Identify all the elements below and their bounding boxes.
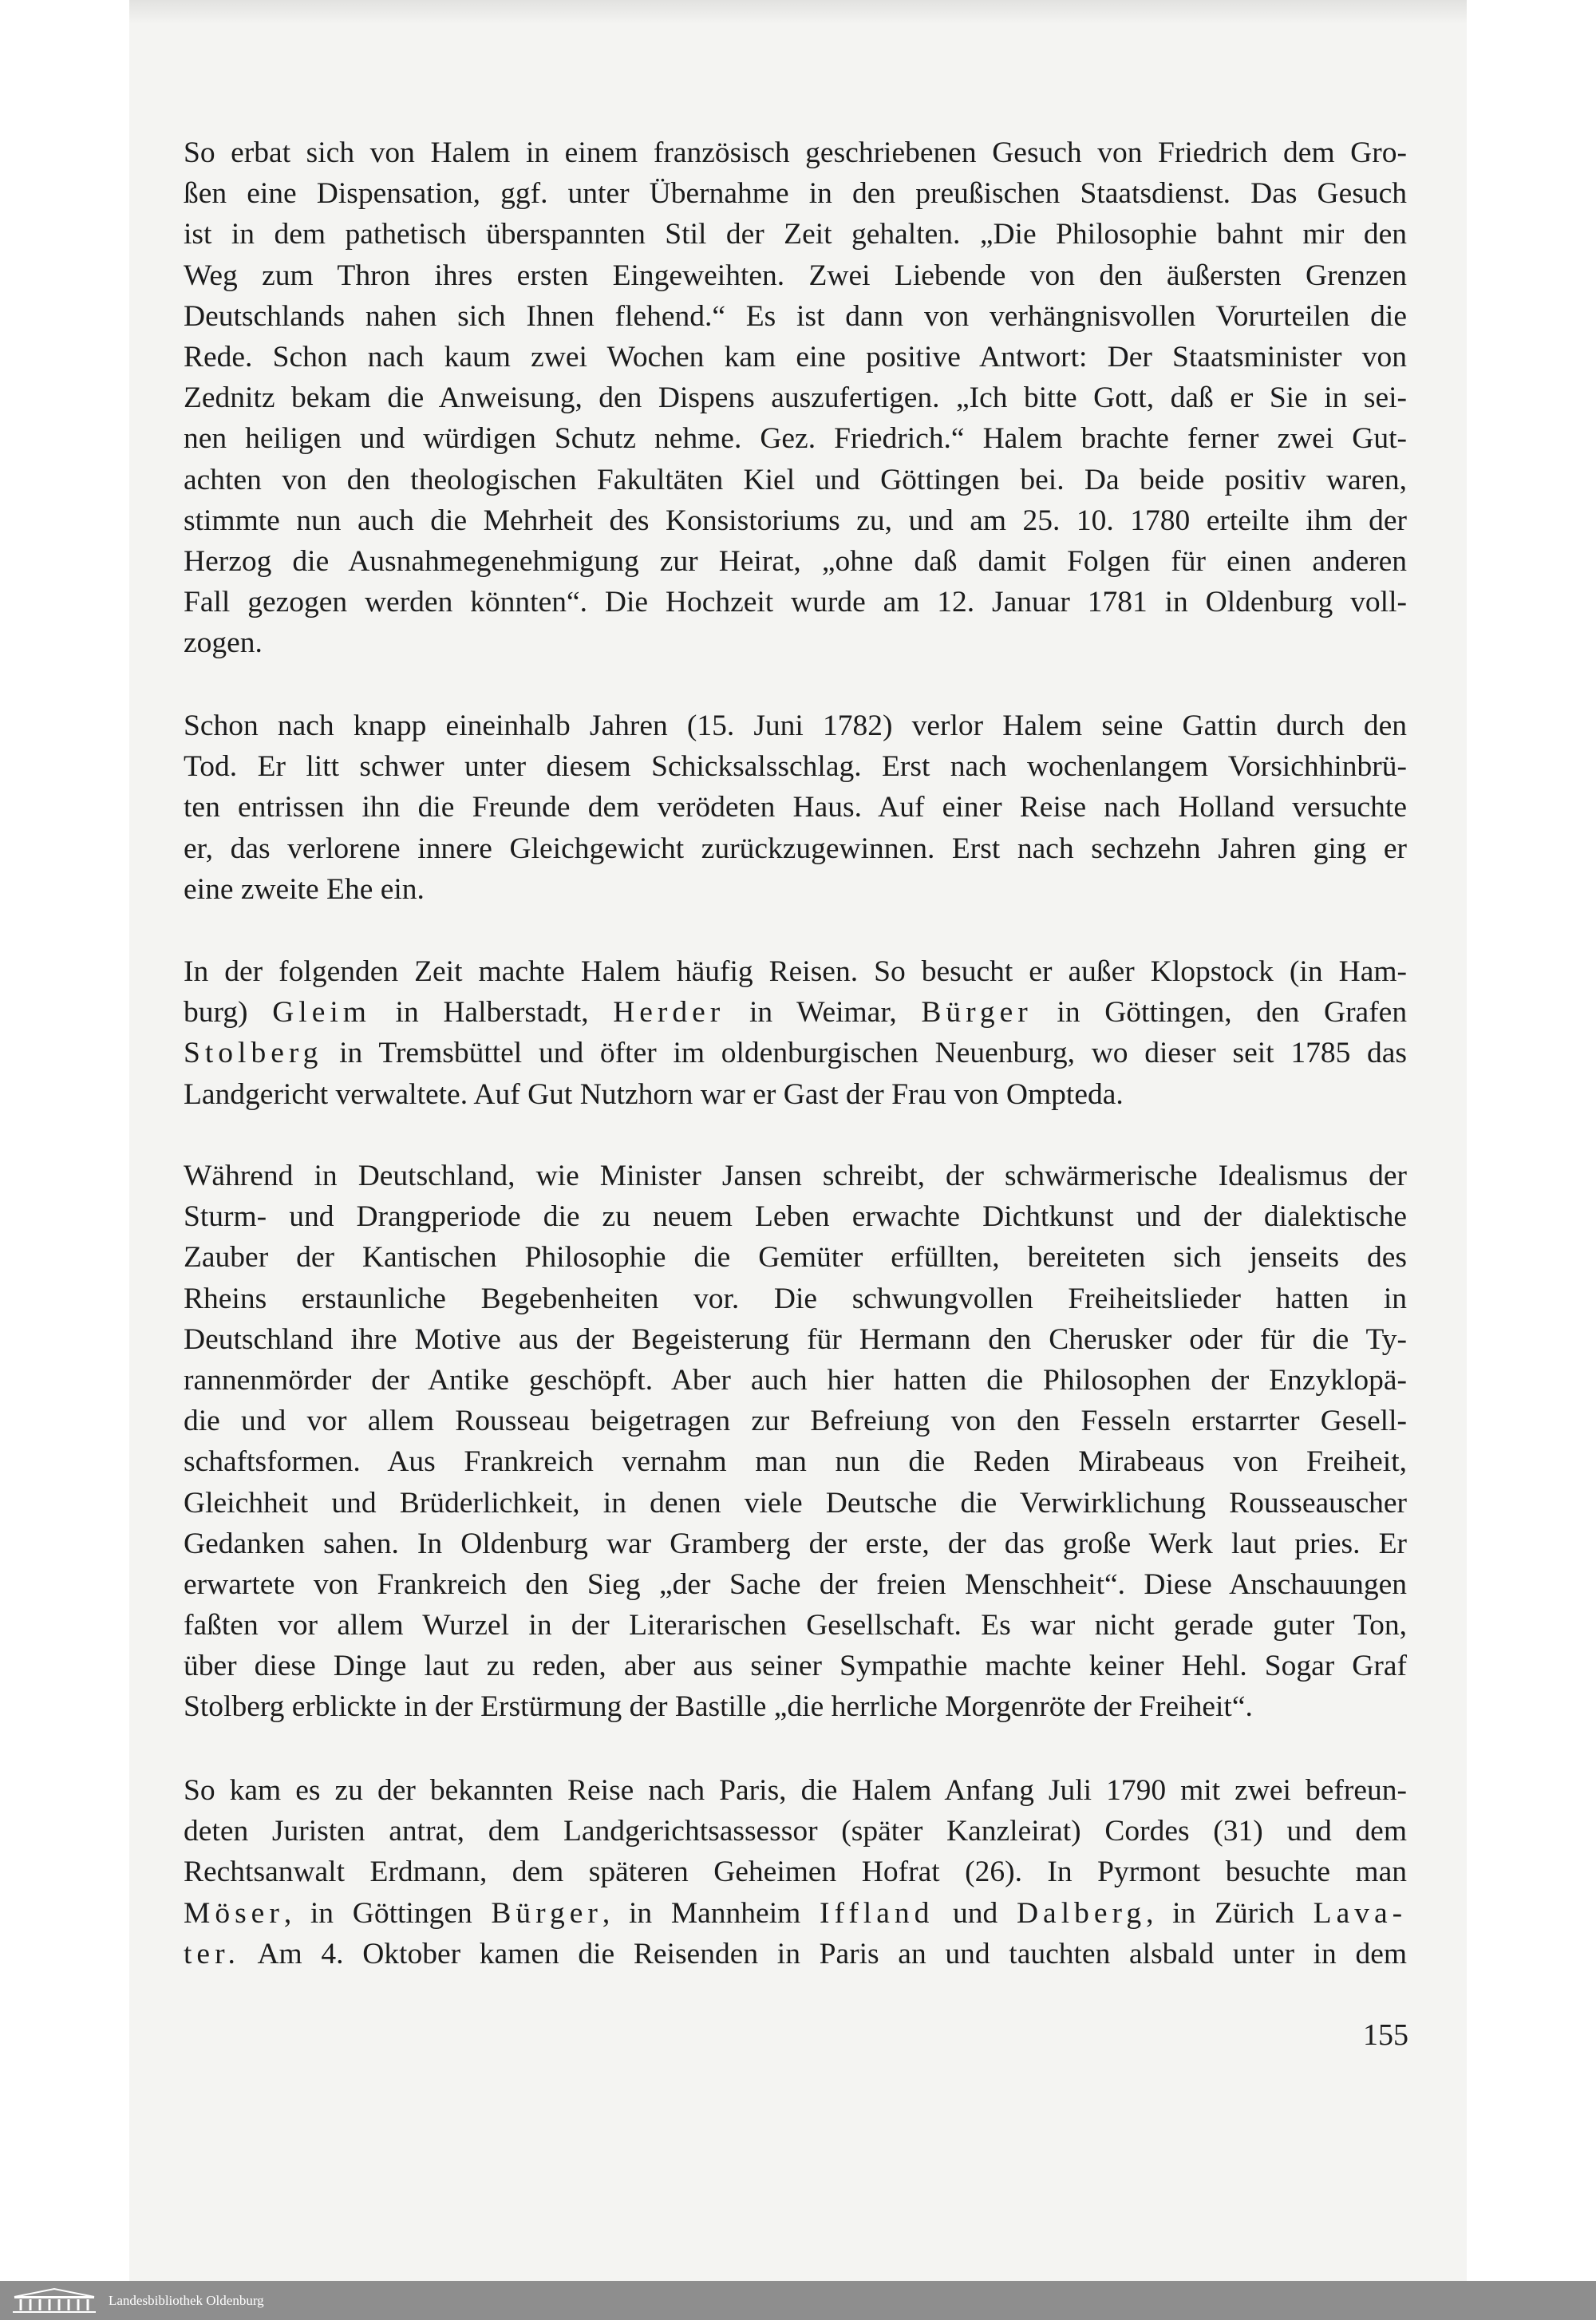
paragraph-5	[184, 1770, 1407, 1974]
text-line: Rede. Schon nach kaum zwei Wochen kam eine positive Antwort: Der Staatsminister von	[184, 340, 1407, 373]
text-line: Zauber der Kantischen Philosophie die Gemüter erfüllten, bereiteten sich jenseits des	[184, 1241, 1407, 1275]
text-line: er, das verlorene innere Gleichgewicht zurückzugewinnen. Erst nach sechzehn Jahren ging er	[184, 832, 1407, 865]
text-line: Möser, in Göttingen Bürger, in Mannheim Iffland und Dalberg, in Zürich Lava-	[184, 1896, 1408, 1930]
spaced-name: Bürger	[921, 996, 1033, 1030]
library-building-icon	[10, 2287, 99, 2314]
text-line: Stolberg erblickte in der Erstürmung der Bastille „die herrliche Morgenröte der Freiheit“.	[184, 1690, 1253, 1724]
text-line: Zednitz bekam die Anweisung, den Dispens auszufertigen. „Ich bitte Gott, daß er Sie in sei-	[184, 381, 1407, 415]
text-line: So kam es zu der bekannten Reise nach Paris, die Halem Anfang Juli 1790 mit zwei befreun-	[184, 1774, 1407, 1807]
text-line: schaftsformen. Aus Frankreich vernahm man nun die Reden Mirabeaus von Freiheit,	[184, 1445, 1407, 1479]
spaced-name: Bürger	[491, 1896, 602, 1930]
text-line: zogen.	[184, 626, 263, 660]
spaced-name: Dalberg	[1016, 1896, 1147, 1930]
spaced-name: Gleim	[272, 996, 371, 1030]
text-line: achten von den theologischen Fakultäten Kiel und Göttingen bei. Da beide positiv waren,	[184, 463, 1407, 496]
paragraph-4	[184, 1156, 1407, 1728]
text-line: Tod. Er litt schwer unter diesem Schicksalsschlag. Erst nach wochenlangem Vorsichhinbrü-	[184, 750, 1407, 784]
text-line: Rheins erstaunliche Begebenheiten vor. Die schwungvollen Freiheitslieder hatten in	[184, 1282, 1407, 1315]
text-line: ten entrissen ihn die Freunde dem verödeten Haus. Auf einer Reise nach Holland versuchte	[184, 791, 1407, 824]
text-line: eine zweite Ehe ein.	[184, 872, 425, 906]
spaced-name: Lava-	[1313, 1896, 1408, 1930]
text-line: faßten vor allem Wurzel in der Literarischen Gesellschaft. Es war nicht gerade guter Ton,	[184, 1609, 1407, 1642]
text-line: burg) Gleim in Halberstadt, Herder in Weimar, Bürger in Göttingen, den Grafen	[184, 996, 1408, 1030]
page-number: 155	[1363, 2018, 1408, 2052]
text-line: nen heiligen und würdigen Schutz nehme. Gez. Friedrich.“ Halem brachte ferner zwei Gut-	[184, 422, 1407, 456]
text-line: stimmte nun auch die Mehrheit des Konsistoriums zu, und am 25. 10. 1780 erteilte ihm der	[184, 504, 1407, 537]
spaced-name: ter.	[184, 1937, 240, 1970]
library-footer-bar	[0, 2281, 1596, 2320]
text-line: ist in dem pathetisch überspannten Stil der Zeit gehalten. „Die Philosophie bahnt mir den	[184, 218, 1407, 251]
spaced-name: Iffland	[819, 1896, 934, 1930]
library-name: Landesbibliothek Oldenburg	[109, 2292, 264, 2308]
text-line: ßen eine Dispensation, ggf. unter Übernahme in den preußischen Staatsdienst. Das Gesuch	[184, 177, 1407, 211]
text-line: Weg zum Thron ihres ersten Eingeweihten. Zwei Liebende von den äußersten Grenzen	[184, 259, 1407, 292]
text-line: Sturm- und Drangperiode die zu neuem Leben erwachte Dichtkunst und der dialektische	[184, 1200, 1407, 1234]
paragraph-1	[184, 132, 1407, 663]
text-line: Während in Deutschland, wie Minister Jansen schreibt, der schwärmerische Idealismus der	[184, 1160, 1407, 1192]
text-line: Deutschland ihre Motive aus der Begeisterung für Hermann den Cherusker oder für die Ty-	[184, 1322, 1407, 1356]
text-line: Deutschlands nahen sich Ihnen flehend.“ Es ist dann von verhängnisvollen Vorurteilen die	[184, 299, 1407, 333]
text-line: erwartete von Frankreich den Sieg „der Sache der freien Menschheit“. Diese Anschauungen	[184, 1567, 1407, 1601]
text-line: Landgericht verwaltete. Auf Gut Nutzhorn war er Gast der Frau von Ompteda.	[184, 1077, 1124, 1111]
text-line: Gedanken sahen. In Oldenburg war Gramberg der erste, der das große Werk laut pries. Er	[184, 1527, 1407, 1560]
text-line: Stolberg in Tremsbüttel und öfter im oldenburgischen Neuenburg, wo dieser seit 1785 das	[184, 1037, 1408, 1070]
text-line: So erbat sich von Halem in einem französisch geschriebenen Gesuch von Friedrich dem Gro-	[184, 136, 1407, 169]
text-line: Rechtsanwalt Erdmann, dem späteren Geheimen Hofrat (26). In Pyrmont besuchte man	[184, 1856, 1407, 1889]
text-line: Schon nach knapp eineinhalb Jahren (15. Juni 1782) verlor Halem seine Gattin durch den	[184, 709, 1407, 742]
spaced-name: Möser	[184, 1896, 284, 1930]
text-line: Herzog die Ausnahmegenehmigung zur Heirat, „ohne daß damit Folgen für einen anderen	[184, 544, 1407, 578]
spaced-name: Herder	[613, 996, 725, 1030]
spaced-name: Stolberg	[184, 1037, 323, 1070]
text-line: über diese Dinge laut zu reden, aber aus seiner Sympathie machte keiner Hehl. Sogar Graf	[184, 1650, 1407, 1683]
text-line: ter. Am 4. Oktober kamen die Reisenden in Paris an und tauchten alsbald unter in dem	[184, 1937, 1408, 1970]
text-line: deten Juristen antrat, dem Landgerichtsassessor (später Kanzleirat) Cordes (31) und dem	[184, 1815, 1407, 1848]
text-line: In der folgenden Zeit machte Halem häufig Reisen. So besucht er außer Klopstock (in Ham-	[184, 955, 1407, 988]
text-line: Gleichheit und Brüderlichkeit, in denen viele Deutsche die Verwirklichung Rousseauscher	[184, 1486, 1407, 1520]
text-line: die und vor allem Rousseau beigetragen zur Befreiung von den Fesseln erstarrter Gesell-	[184, 1405, 1407, 1438]
text-line: rannenmörder der Antike geschöpft. Aber auch hier hatten die Philosophen der Enzyklopä-	[184, 1363, 1407, 1397]
text-line: Fall gezogen werden könnten“. Die Hochzeit wurde am 12. Januar 1781 in Oldenburg voll-	[184, 586, 1407, 619]
paragraph-3	[184, 951, 1407, 1115]
paragraph-2	[184, 705, 1407, 910]
